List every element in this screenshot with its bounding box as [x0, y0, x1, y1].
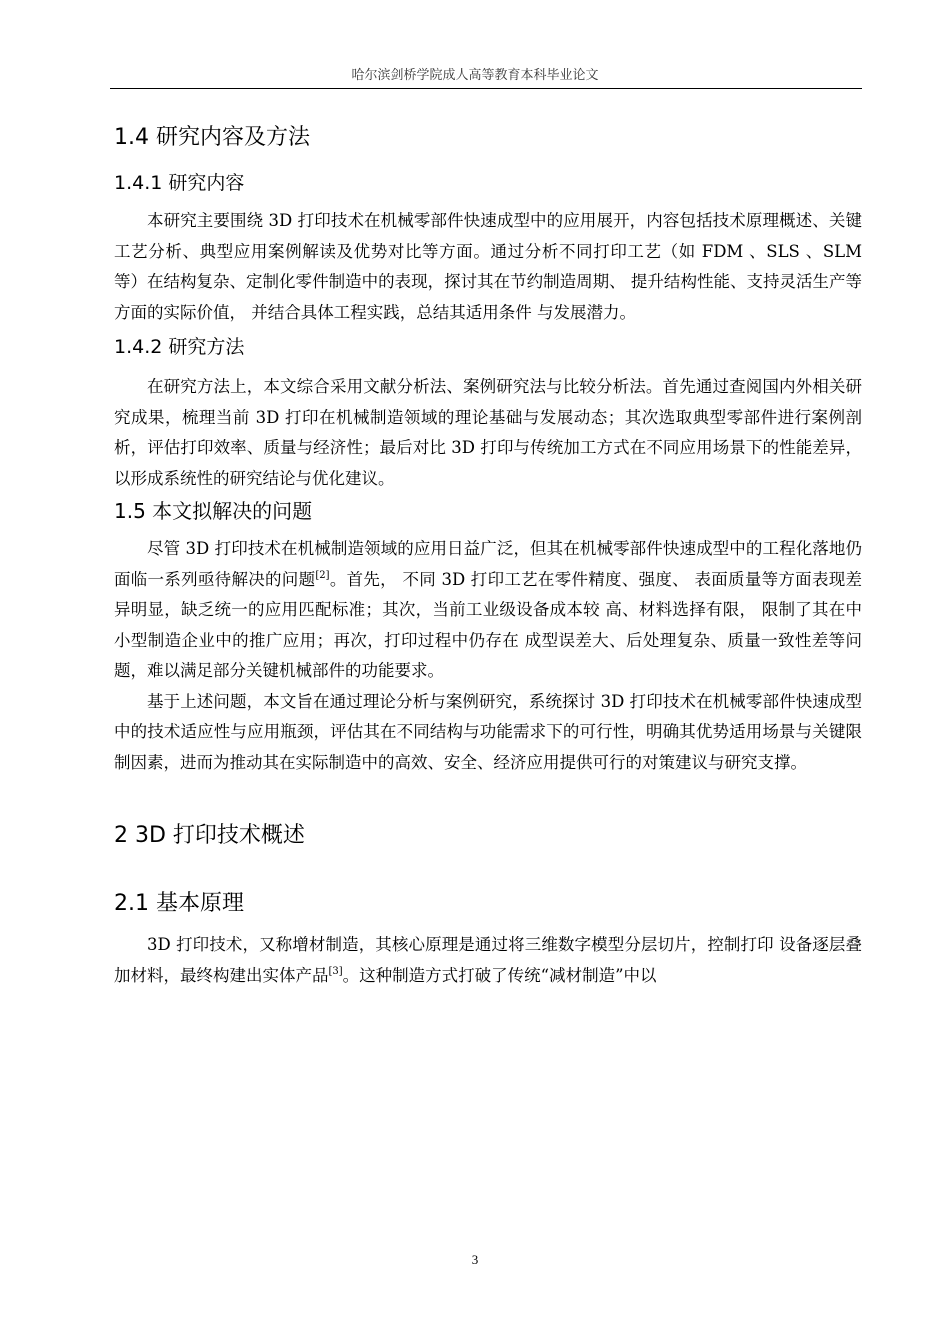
running-header: 哈尔滨剑桥学院成人高等教育本科毕业论文	[351, 68, 599, 83]
header-rule	[110, 88, 862, 89]
paragraph-basic-principle	[114, 930, 862, 991]
page-number: 3	[471, 1252, 479, 1267]
paragraph-research-content: 本研究主要围绕 3D 打印技术在机械零部件快速成型中的应用展开，内容包括技术原理概述、关键工艺分析、典型应用案例解读及优势对比等方面。通过分析不同打印工艺（如 FDM 、SLS 、SLM 等）在结构复杂、定制化零件制造中的表现，探讨其在节约制造周期、 提升结构性能、支持灵活生产等方面的实际价值， 并结合具体工程实践，总结其适用条件 与发展潜力。	[114, 211, 862, 322]
paragraph-problems	[114, 534, 862, 687]
page-content	[114, 118, 862, 991]
paragraph-research-method: 在研究方法上，本文综合采用文献分析法、案例研究法与比较分析法。首先通过查阅国内外相关研究成果，梳理当前 3D 打印在机械制造领域的理论基础与发展动态；其次选取典型零部件进行案例剖析，评估打印效率、质量与经济性；最后对比 3D 打印与传统加工方式在不同应用场景下的性能差异，以形成系统性的研究结论与优化建议。	[114, 377, 862, 488]
citation-ref-2: [2]	[315, 569, 330, 581]
paragraph-principle-text-a: 3D 打印技术，又称增材制造，其核心原理是通过将三维数字模型分层切片，控制打印 设备逐层叠加材料，最终构建出实体产品	[114, 935, 862, 985]
paragraph-principle-text-b: 。这种制造方式打破了传统“减材制造”中以	[342, 965, 657, 985]
subsection-heading-1-4-2: 1.4.2 研究方法	[114, 336, 245, 358]
paragraph-aims: 基于上述问题，本文旨在通过理论分析与案例研究，系统探讨 3D 打印技术在机械零部件快速成型中的技术适应性与应用瓶颈，评估其在不同结构与功能需求下的可行性，明确其优势适用场景与关键限制因素，进而为推动其在实际制造中的高效、安全、经济应用提供可行的对策建议与研究支撑。	[114, 691, 862, 772]
subsection-heading-1-4-1: 1.4.1 研究内容	[114, 172, 245, 194]
citation-ref-3: [3]	[328, 965, 343, 977]
chapter-heading-2: 2 3D 打印技术概述	[114, 823, 305, 848]
paragraph-problems-text-a: 尽管 3D 打印技术在机械制造领域的应用日益广泛，但其在机械零部件快速成型中的工程化落地仍面临一系列亟待解决的问题	[114, 539, 862, 589]
paragraph-problems-text-b: 。首先， 不同 3D 打印工艺在零件精度、强度、 表面质量等方面表现差异明显，缺乏统一的应用匹配标准；其次，当前工业级设备成本较 高、材料选择有限， 限制了其在中小型制造企业中的推广应用；再次，打印过程中仍存在 成型误差大、后处理复杂、质量一致性差等问题，难以满足部分关键机械部件的功能要求。	[114, 569, 863, 680]
section-heading-1-5: 1.5 本文拟解决的问题	[114, 499, 313, 523]
section-heading-1-4: 1.4 研究内容及方法	[114, 125, 310, 150]
section-heading-2-1: 2.1 基本原理	[114, 891, 244, 916]
